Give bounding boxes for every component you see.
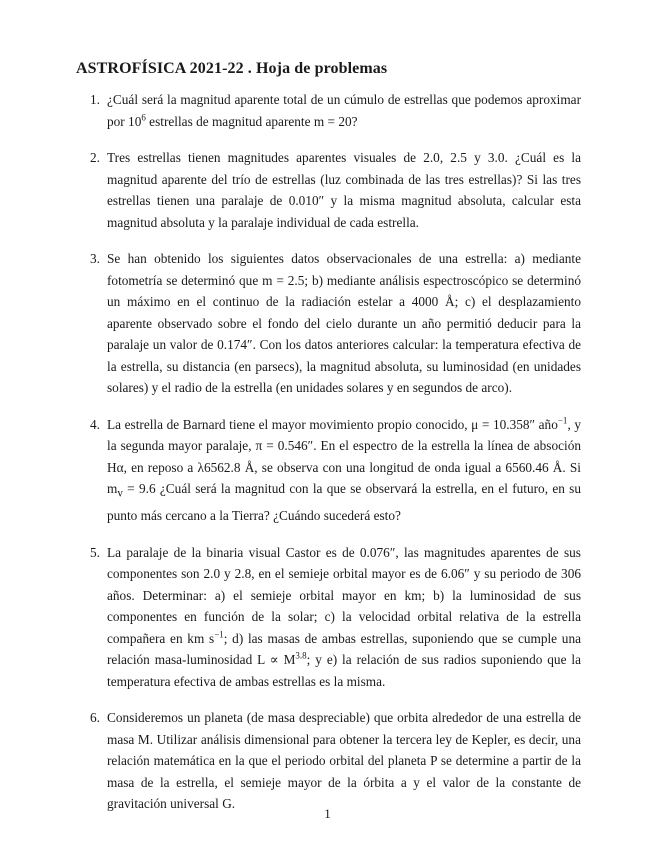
problem-number: 3. xyxy=(90,251,100,266)
problem-text: Tres estrellas tienen magnitudes aparentes visuales de 2.0, 2.5 y 3.0. ¿Cuál es la magnitud aparente del trío de estrellas (luz combinada de las tres estrellas)? Si las tres estrellas tienen una paralaje de 0.010″ y la misma magnitud absoluta, calcular esta magnitud absoluta y la paralaje individual de cada estrella. xyxy=(107,150,581,230)
problem-text: Se han obtenido los siguientes datos observacionales de una estrella: a) mediante fotometría se determinó que m = 2.5; b) mediante análisis espectroscópico se determinó un máximo en el continuo de la radiación estelar a 4000 Å; c) el desplazamiento aparente observado sobre el fondo del cielo durante un año permitió deducir para la paralaje un valor de 0.174″. Con los datos anteriores calcular: la temperatura efectiva de la estrella, su distancia (en parsecs), la magnitud absoluta, su luminosidad (en unidades solares) y el radio de la estrella (en unidades solares y en segundos de arco). xyxy=(107,251,581,395)
problem-list xyxy=(76,89,581,830)
problem-text: La paralaje de la binaria visual Castor es de 0.076″, las magnitudes aparentes de sus componentes son 2.0 y 2.8, en el semieje orbital mayor es de 6.06″ y su periodo de 306 años. Determinar: a) el semieje orbital mayor en km; b) la luminosidad de sus componentes en función de la solar; c) la velocidad orbital relativa de la estrella compañera en km $s^{-1}$; d) las masas de ambas estrellas, suponiendo que se cumple una relación masa-luminosidad $L \propto M^{3.8}$; y e) la relación de sus radios suponiendo que la temperatura efectiva de ambas estrellas es la misma. xyxy=(107,544,581,689)
problem-number: 5. xyxy=(90,544,100,560)
problem-item xyxy=(76,707,581,815)
problem-item xyxy=(76,414,581,527)
page-title: ASTROFÍSICA 2021-22 . Hoja de problemas xyxy=(76,60,388,77)
problem-number: 2. xyxy=(90,150,100,165)
problem-item xyxy=(76,89,581,132)
problem-item xyxy=(76,248,581,399)
problem-number: 4. xyxy=(90,416,100,432)
problem-text: ¿Cuál será la magnitud aparente total de un cúmulo de estrellas que podemos aproximar por $10^6$ estrellas de magnitud aparente m = 20? xyxy=(107,92,581,129)
problem-item xyxy=(76,147,581,233)
problem-number: 6. xyxy=(90,710,100,726)
problem-text: La estrella de Barnard tiene el mayor movimiento propio conocido, μ = 10.358″ año$^{-1}$, y la segunda mayor paralaje, π = 0.546″. En el espectro de la estrella la línea de absoción Hα, en reposo a λ6562.8 Å, se observa con una longitud de onda igual a 6560.46 Å. Si $m_v = 9.6$ ¿Cuál será la magnitud con la que se observará la estrella, en el futuro, en su punto más cercano a la Tierra? ¿Cuándo sucederá esto? xyxy=(107,415,582,524)
problem-item xyxy=(76,542,581,693)
problem-number: 1. xyxy=(90,92,100,107)
problem-text: Consideremos un planeta (de masa despreciable) que orbita alrededor de una estrella de masa M. Utilizar análisis dimensional para obtener la tercera ley de Kepler, es decir, una relación matemática en la que el periodo orbital del planeta P se determine a partir de la masa de la estrella, el semieje mayor de la órbita a y el valor de la constante de gravitación universal G. xyxy=(107,710,581,812)
page-number: 1 xyxy=(324,806,331,821)
